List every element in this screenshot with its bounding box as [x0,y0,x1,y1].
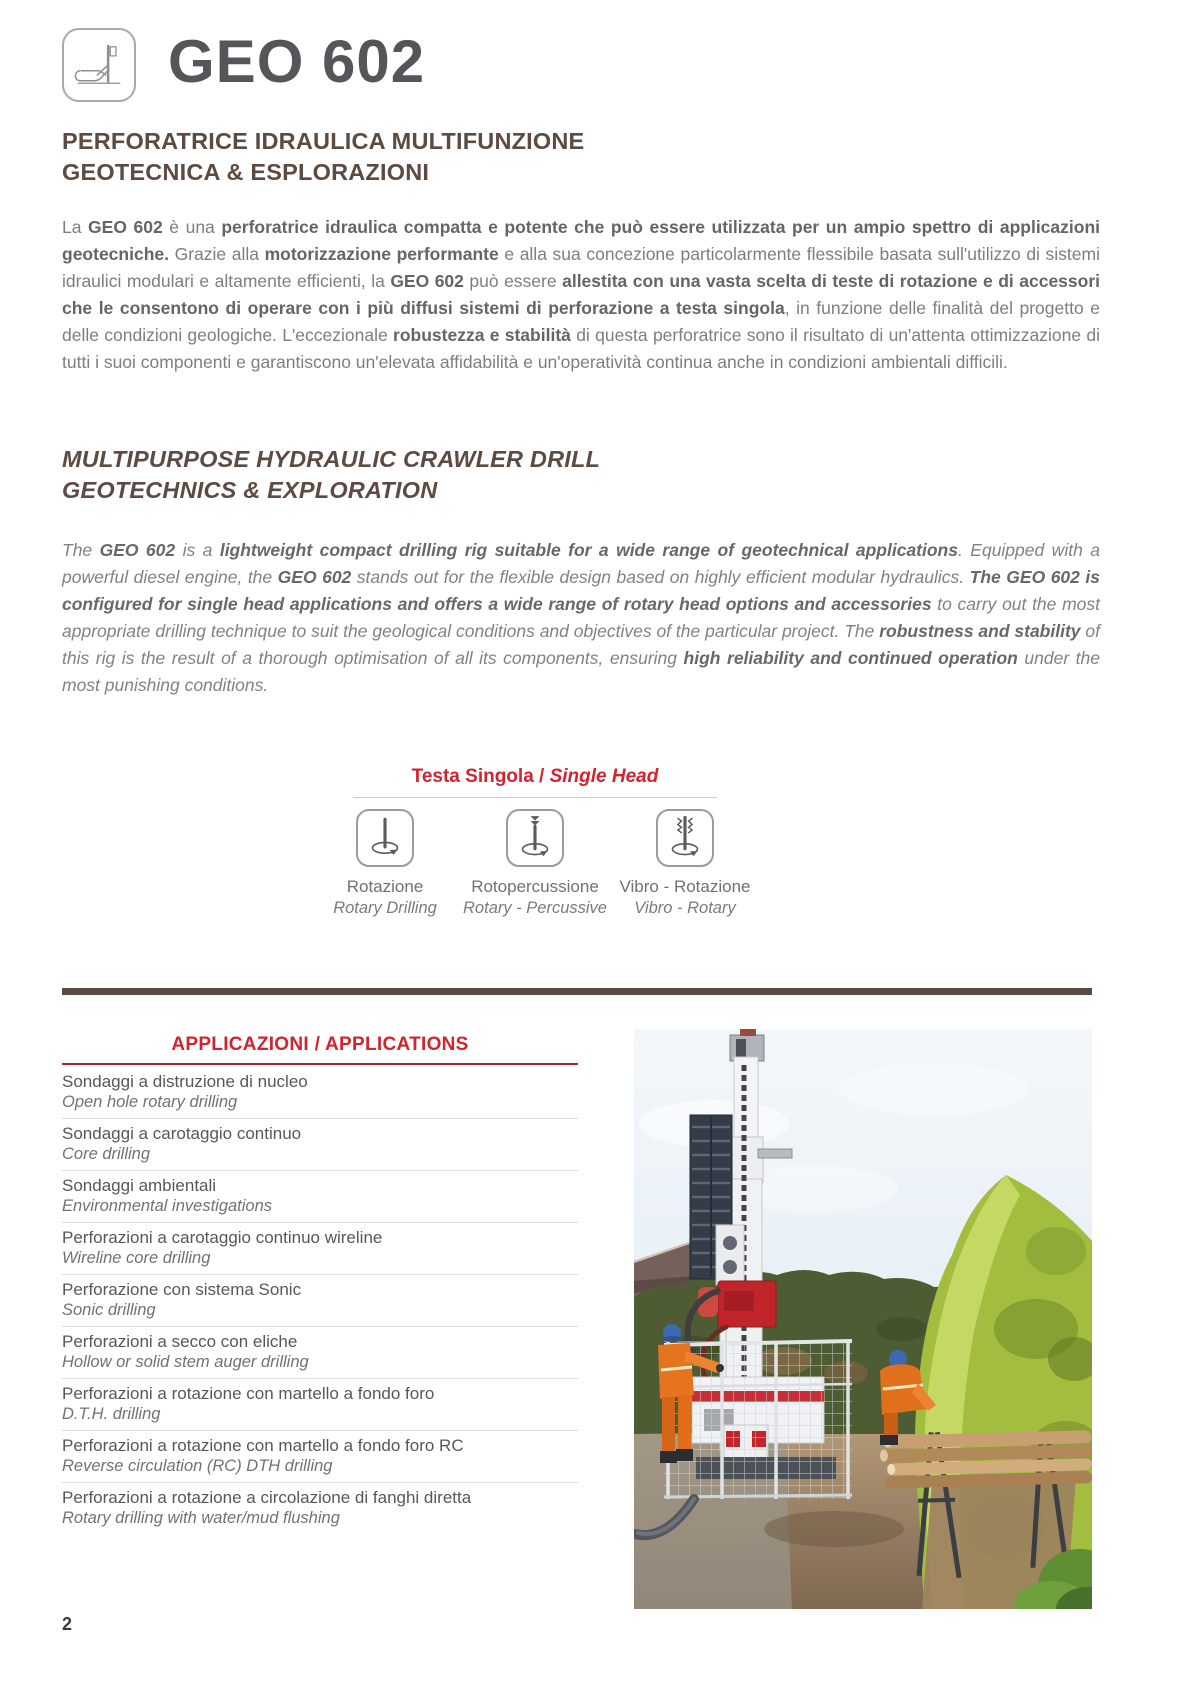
title-english-line1: MULTIPURPOSE HYDRAULIC CRAWLER DRILL [62,446,601,472]
text-run: può essere [463,271,563,291]
application-row [62,1223,578,1275]
single-head-title-en: Single Head [549,766,659,787]
application-name-it: Perforazioni a rotazione con martello a fondo foro [62,1384,435,1403]
application-name-it: Perforazioni a rotazione a circolazione di fanghi diretta [62,1488,472,1507]
applications-title-rule [62,1063,578,1065]
drill-rig-icon [62,28,136,102]
intro-paragraph-it [62,214,1100,376]
text-run: perforatrice idraulica compatta e potente che può essere utilizzata per un ampio spettro di applicazioni geotecniche. [62,217,1101,264]
application-name-it: Sondaggi ambientali [62,1176,217,1195]
title-italian-line2: GEOTECNICA & ESPLORAZIONI [62,159,430,185]
text-run: is a [175,540,220,560]
application-row [62,1171,578,1223]
text-run: of this rig is the result of a thorough optimisation of all its components, ensuring [62,621,1100,668]
single-head-section [310,766,760,918]
text-run: e alla sua concezione particolarmente flessibile basata sull'utilizzo di sistemi idraulici modulari e altamente efficienti, la [62,244,1100,291]
text-run: La [62,217,89,237]
application-row [62,1483,578,1534]
application-row [62,1119,578,1171]
title-english-line2: GEOTECHNICS & EXPLORATION [62,477,438,503]
application-name-en: D.T.H. drilling [62,1405,161,1423]
text-run: Grazie alla [168,244,265,264]
text-run: stands out for the flexible design based on highly efficient modular hydraulics. [351,567,970,587]
text-run: GEO 602 [390,271,464,291]
application-row [62,1431,578,1483]
applications-section [62,1034,578,1534]
application-name-it: Perforazioni a carotaggio continuo wireline [62,1228,383,1247]
text-run: robustezza e stabilità [393,325,571,345]
text-run: di questa perforatrice sono il risultato di un'attenta ottimizzazione di tutti i suoi componenti e garantiscono un'elevata affidabilità e un'operatività continua anche in condizioni ambientali difficili. [62,325,1100,372]
text-run: The [62,540,100,560]
application-row [62,1275,578,1327]
single-head-title [310,766,760,788]
text-run: high reliability and continued operation [683,648,1018,668]
application-name-en: Sonic drilling [62,1301,156,1319]
title-italian-line1: PERFORATRICE IDRAULICA MULTIFUNZIONE [62,128,585,154]
head-option-label-en: Rotary Drilling [333,899,437,917]
application-name-it: Perforazioni a rotazione con martello a fondo foro RC [62,1436,464,1455]
text-run: motorizzazione performante [264,244,499,264]
product-name: GEO 602 [168,28,426,95]
intro-paragraph-en [62,537,1100,699]
text-run: allestita con una vasta scelta di teste di rotazione e di accessori che le consentono di operare con i più diffusi sistemi di perforazione a testa singola [62,271,1101,318]
head-option-vibro-rotary [610,809,760,918]
rotary-percussive-glyph [510,813,560,863]
head-option-rotary [310,809,460,918]
application-name-en: Open hole rotary drilling [62,1093,238,1111]
text-run: robustness and stability [879,621,1081,641]
application-row [62,1379,578,1431]
head-option-label-en: Rotary - Percussive [463,899,607,917]
head-option-label-it: Rotazione [346,877,424,896]
drill-rig-icon-glyph [70,36,128,94]
rotary-percussive-icon [506,809,564,867]
application-row [62,1067,578,1119]
application-name-en: Core drilling [62,1145,151,1163]
page-number: 2 [62,1614,73,1634]
application-name-en: Environmental investigations [62,1197,273,1215]
title-english [62,444,600,506]
vibro-rotary-icon [656,809,714,867]
text-run: GEO 602 [88,217,163,237]
text-run: to carry out the most appropriate drilling technique to suit the geological conditions and objectives of the particular project. The [62,594,1100,641]
title-italian [62,126,584,188]
application-name-en: Rotary drilling with water/mud flushing [62,1509,340,1527]
head-option-label-en: Vibro - Rotary [634,899,736,917]
application-name-it: Perforazione con sistema Sonic [62,1280,302,1299]
text-run: GEO 602 [99,540,176,560]
application-name-it: Perforazioni a secco con eliche [62,1332,298,1351]
single-head-divider [353,797,717,798]
application-name-it: Sondaggi a carotaggio continuo [62,1124,302,1143]
text-run: lightweight compact drilling rig suitable for a wide range of geotechnical applications [219,540,958,560]
single-head-title-it: Testa Singola / [411,766,550,787]
single-head-options [310,809,760,918]
text-run: The GEO 602 is configured for single head applications and offers a wide range of rotary head options and accessories [62,567,1101,614]
section-divider-bar [62,988,1092,995]
vibro-rotary-glyph [660,813,710,863]
head-option-label-it: Rotopercussione [471,877,599,896]
text-run: under the most punishing conditions. [62,648,1101,695]
application-name-it: Sondaggi a distruzione di nucleo [62,1072,308,1091]
application-name-en: Hollow or solid stem auger drilling [62,1353,309,1371]
rig-photo-illustration [634,1029,1092,1609]
text-run: GEO 602 [277,567,352,587]
rig-photo [634,1029,1092,1609]
rotary-drilling-glyph [360,813,410,863]
application-row [62,1327,578,1379]
head-option-label-it: Vibro - Rotazione [619,877,751,896]
text-run: , in funzione delle finalità del progetto e delle condizioni geologiche. L'eccezionale [62,298,1100,345]
head-option-rotary-percussive [460,809,610,918]
application-name-en: Wireline core drilling [62,1249,211,1267]
text-run: è una [162,217,222,237]
rotary-drilling-icon [356,809,414,867]
text-run: . Equipped with a powerful diesel engine, the [62,540,1100,587]
application-name-en: Reverse circulation (RC) DTH drilling [62,1457,333,1475]
applications-title: APPLICAZIONI / APPLICATIONS [171,1034,469,1055]
